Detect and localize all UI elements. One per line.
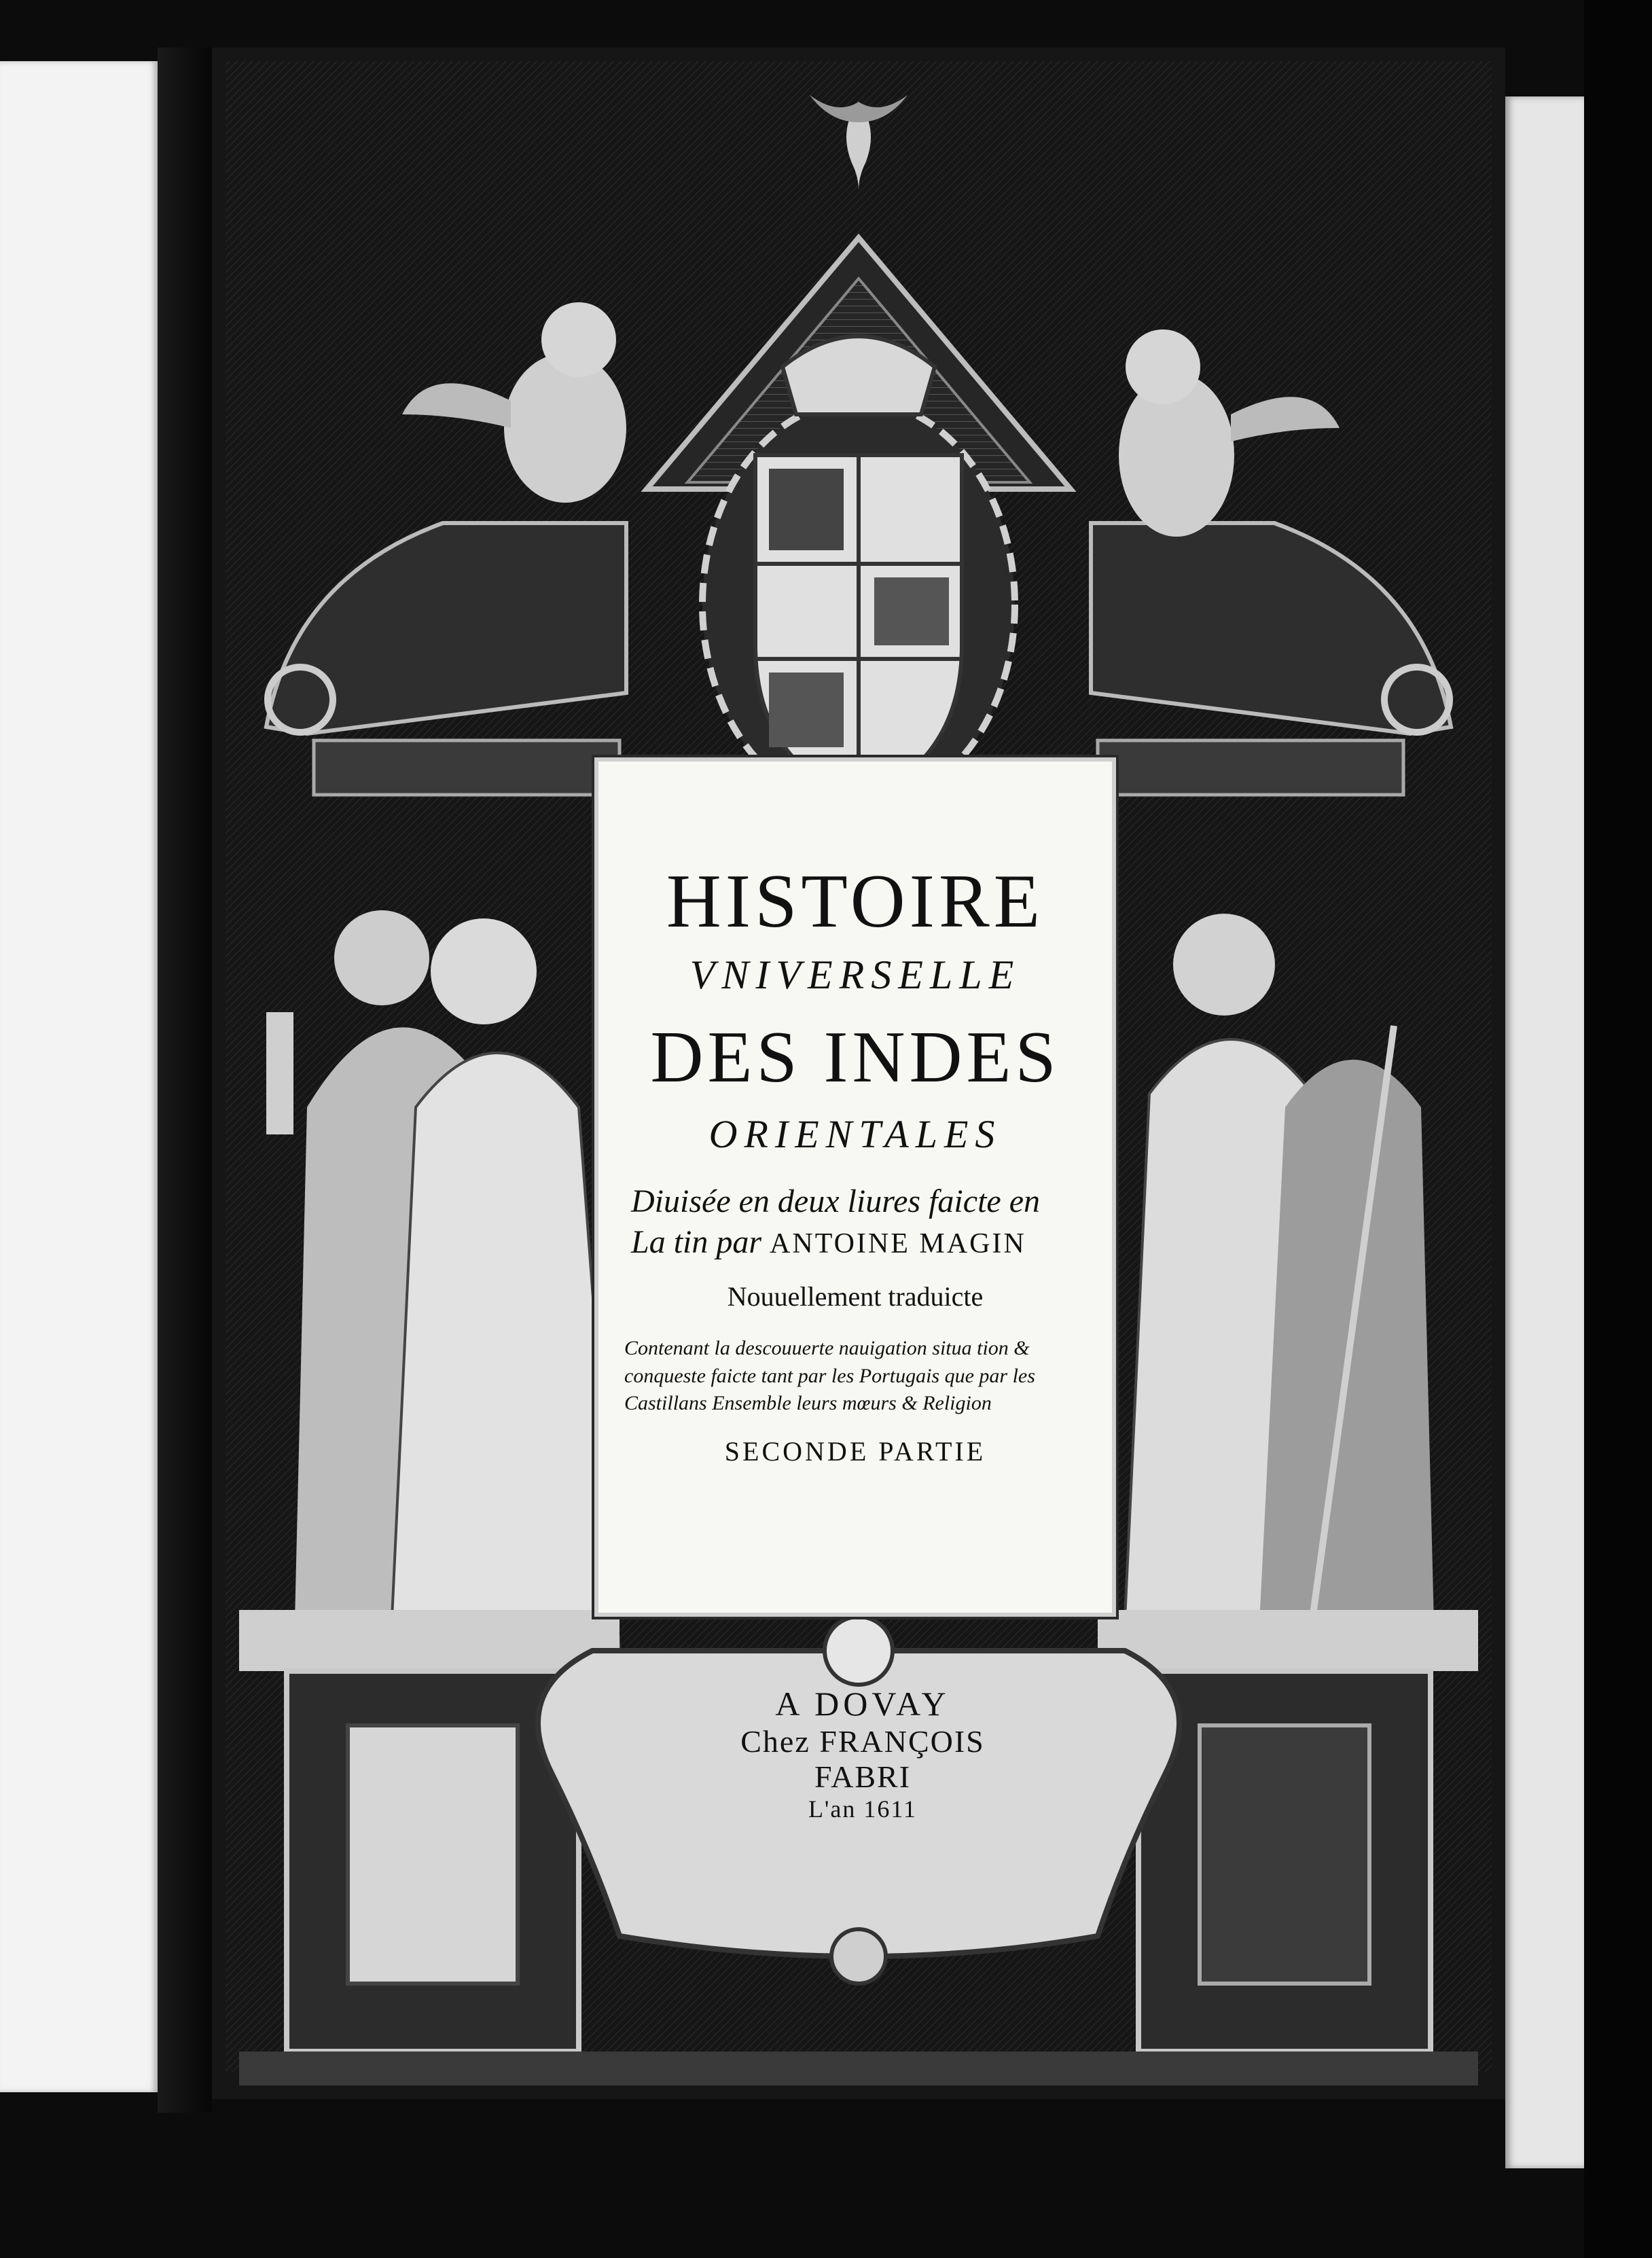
imprint-date: L'an 1611 [808, 1795, 918, 1823]
imprint-place: A DOVAY [775, 1685, 950, 1723]
title-line-des-indes: DES INDES [650, 1017, 1060, 1098]
description-text: Diuisée en deux liures faicte en La tin par [631, 1183, 1041, 1260]
title-panel [594, 757, 1116, 1617]
fore-edge-strip [1505, 96, 1584, 2168]
imprint [706, 1685, 1019, 1824]
facing-page-edge [0, 61, 158, 2092]
author-name: ANTOINE MAGIN [770, 1228, 1026, 1259]
description-line [631, 1181, 1079, 1263]
imprint-publisher: Chez FRANÇOIS FABRI [740, 1723, 985, 1795]
part-label: SECONDE PARTIE [724, 1435, 986, 1467]
title-line-vniverselle: VNIVERSELLE [689, 952, 1021, 997]
gutter-shadow [158, 48, 212, 2113]
title-line-histoire: HISTOIRE [666, 859, 1045, 944]
title-line-orientales: ORIENTALES [708, 1112, 1002, 1156]
dark-border [1584, 0, 1652, 2258]
translation-note: Nouuellement traduicte [727, 1281, 984, 1312]
contents-summary: Contenant la descouuerte nauigation situa tion & conqueste faicte tant par les Portugais que par les Castillans Ensemble leurs mœurs & Religion [624, 1337, 1035, 1414]
